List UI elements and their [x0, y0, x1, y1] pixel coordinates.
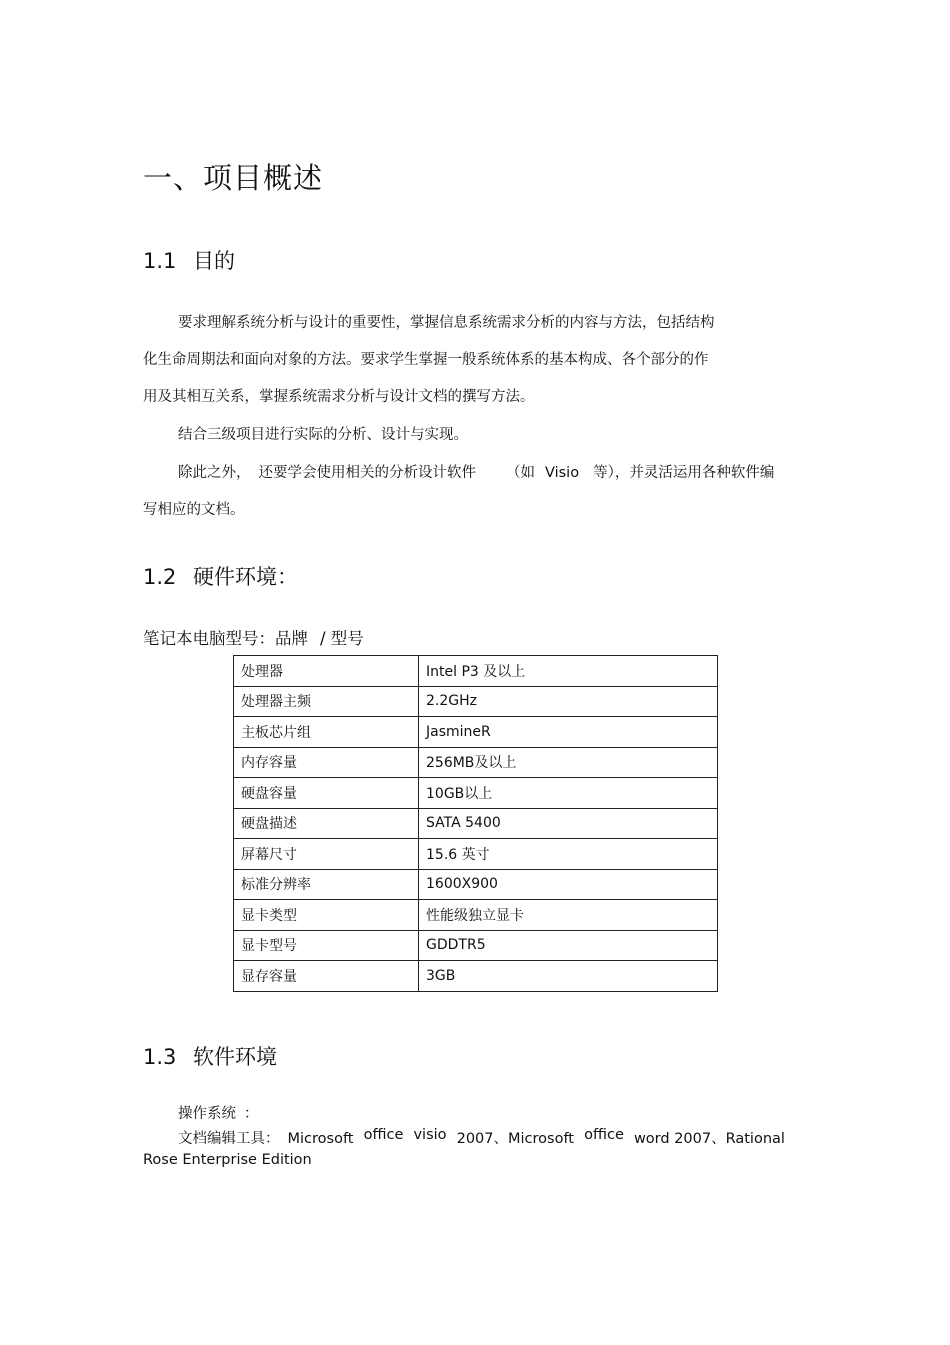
heading-purpose: [143, 245, 235, 275]
spec-value-cell: GDDTR5: [419, 930, 718, 961]
laptop-model-label: [143, 625, 364, 649]
heading-number: 1.3: [143, 1045, 177, 1069]
spec-value-cell: SATA 5400: [419, 808, 718, 839]
spec-value-cell: 10GB以上: [419, 778, 718, 809]
spec-name-cell: 处理器主频: [234, 686, 419, 717]
table-row: [234, 869, 718, 900]
table-row: [234, 808, 718, 839]
spec-name-cell: 处理器: [234, 656, 419, 687]
table-row: [234, 961, 718, 992]
spec-value-cell: 性能级独立显卡: [419, 900, 718, 931]
heading-text: 硬件环境：: [193, 565, 298, 589]
spec-name-cell: 硬盘描述: [234, 808, 419, 839]
os-label: 操作系统: [178, 1106, 236, 1122]
purpose-paragraph-project: 结合三级项目进行实际的分析、设计与实现。: [178, 427, 468, 443]
table-row: [234, 686, 718, 717]
tool-word: 2007、Microsoft: [456, 1131, 574, 1147]
purpose-paragraph-line: 用及其相互关系，掌握系统需求分析与设计文档的撰写方法。: [143, 389, 535, 405]
spec-value-cell: 2.2GHz: [419, 686, 718, 717]
tool-word: visio: [413, 1127, 447, 1143]
tool-word: Microsoft: [287, 1131, 354, 1147]
spec-value-cell: Intel P3 及以上: [419, 656, 718, 687]
tools-line: [178, 1127, 785, 1148]
spec-name-cell: 硬盘容量: [234, 778, 419, 809]
table-row: [234, 717, 718, 748]
spec-value-cell: 3GB: [419, 961, 718, 992]
text-span: Visio: [545, 465, 580, 481]
text-span: 笔记本电脑型号：品牌: [143, 629, 308, 648]
text-span: 等），并灵活运用各种软件编: [593, 465, 775, 481]
spec-value-cell: JasmineR: [419, 717, 718, 748]
hardware-spec-table: [233, 655, 718, 992]
heading-text: 软件环境: [193, 1045, 277, 1069]
purpose-paragraph-line: 写相应的文档。: [143, 502, 245, 518]
tools-label: 文档编辑工具：: [178, 1131, 280, 1147]
purpose-paragraph-software: [178, 461, 774, 482]
section-title: 一、项目概述: [143, 161, 324, 195]
heading-text: 目的: [193, 249, 235, 273]
os-colon: ：: [244, 1106, 259, 1122]
spec-name-cell: 内存容量: [234, 747, 419, 778]
table-row: [234, 900, 718, 931]
heading-number: 1.2: [143, 565, 177, 589]
text-span: / 型号: [320, 629, 364, 648]
table-row: [234, 930, 718, 961]
text-span: （如: [506, 465, 535, 481]
tools-label-and-word: [178, 1127, 354, 1148]
spec-value-cell: 256MB及以上: [419, 747, 718, 778]
heading-number: 1.1: [143, 249, 177, 273]
os-line: [178, 1102, 259, 1123]
heading-hardware: [143, 561, 298, 591]
text-span: 还要学会使用相关的分析设计软件: [258, 465, 476, 481]
spec-value-cell: 15.6 英寸: [419, 839, 718, 870]
tool-word: office: [584, 1127, 624, 1143]
purpose-paragraph-line: 要求理解系统分析与设计的重要性，掌握信息系统需求分析的内容与方法，包括结构: [178, 315, 715, 331]
table-row: [234, 778, 718, 809]
tool-word: word 2007、Rational: [633, 1131, 785, 1147]
text-span: 除此之外，: [178, 465, 251, 481]
spec-name-cell: 显卡类型: [234, 900, 419, 931]
table-row: [234, 656, 718, 687]
purpose-paragraph-line: 化生命周期法和面向对象的方法。要求学生掌握一般系统体系的基本构成、各个部分的作: [143, 352, 709, 368]
tool-word: office: [363, 1127, 404, 1143]
spec-name-cell: 显存容量: [234, 961, 419, 992]
spec-name-cell: 主板芯片组: [234, 717, 419, 748]
spec-name-cell: 标准分辨率: [234, 869, 419, 900]
table-row: [234, 747, 718, 778]
tools-line-continued: Rose Enterprise Edition: [143, 1152, 312, 1168]
heading-software: [143, 1041, 277, 1071]
spec-name-cell: 显卡型号: [234, 930, 419, 961]
spec-name-cell: 屏幕尺寸: [234, 839, 419, 870]
spec-value-cell: 1600X900: [419, 869, 718, 900]
table-row: [234, 839, 718, 870]
